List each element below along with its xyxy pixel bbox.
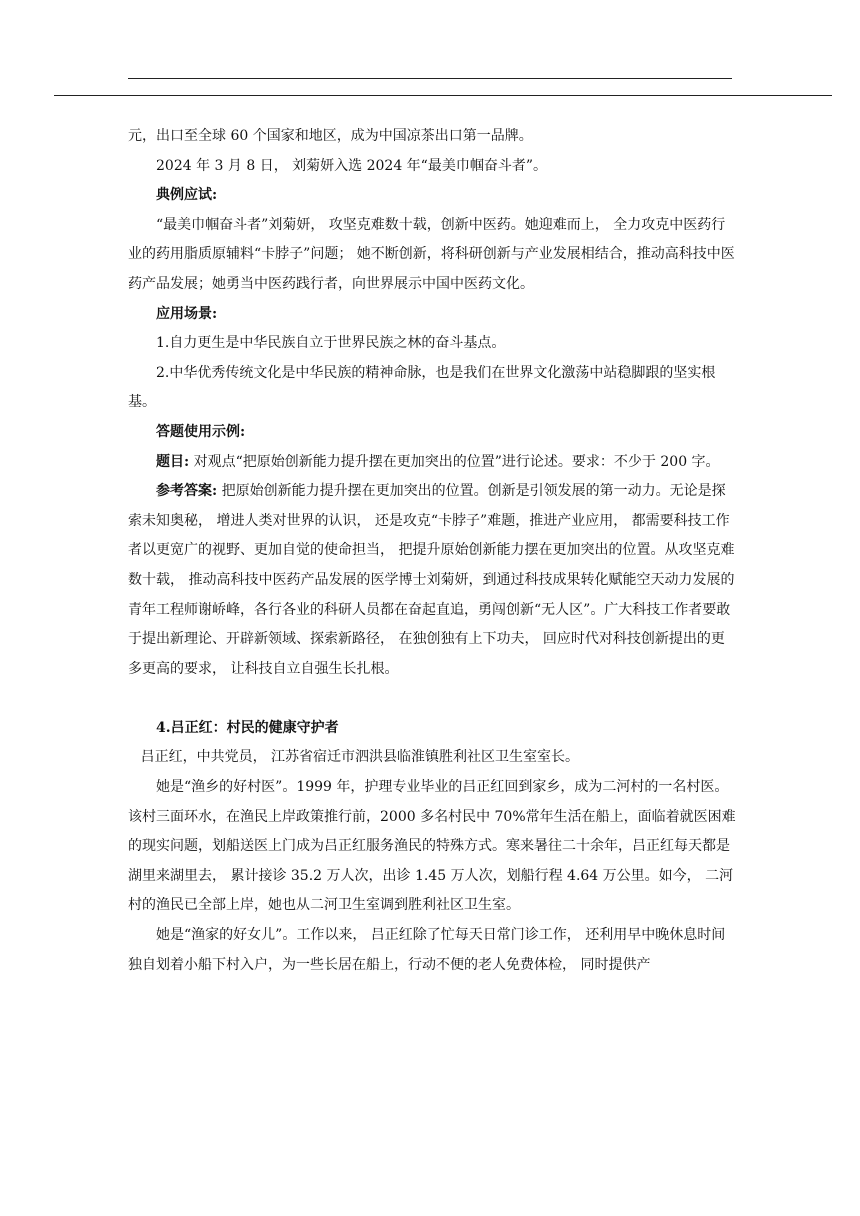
header-rule-top bbox=[128, 78, 732, 79]
spacer bbox=[128, 684, 738, 714]
section4-title: 4.吕正红：村民的健康守护者 bbox=[156, 719, 339, 736]
answer-text: 把原始创新能力提升摆在更加突出的位置。创新是引领发展的第一动力。无论是探索未知奥秘， 增进人类对世界的认识， 还是攻克“卡脖子”难题，推进产业应用， 都需要科技工作者以更宽广的视野、更加自觉的使命担当， 把提升原始创新能力摆在更加突出的位置。从攻坚克难数十载， 推动高科技中医药产品发展的医学博士刘菊妍，到通过科技成果转化赋能空天动力发展的青年工程师谢峤峰，各行各业的科研人员都在奋起直追，勇闯创新“无人区”。广大科技工作者要敢于提出新理论、开辟新领域、探索新路径， 在独创独有上下功夫， 回应时代对科技创新提出的更多更高的要求， 让科技自立自强生长扎根。 bbox=[128, 483, 735, 677]
paragraph: 她是“渔家的好女儿”。工作以来， 吕正红除了忙每天日常门诊工作， 还利用早中晚休息时间独自划着小船下村入户，为一些长居在船上，行动不便的老人免费体检， 同时提供产 bbox=[128, 927, 726, 973]
paragraph: 元，出口至全球 60 个国家和地区，成为中国凉茶出口第一品牌。 bbox=[128, 128, 533, 144]
answer-label: 参考答案: bbox=[156, 483, 218, 500]
question-text: 对观点“把原始创新能力提升摆在更加突出的位置”进行论述。要求：不少于 200 字。 bbox=[189, 453, 720, 470]
section-heading-example: 典例应试: bbox=[156, 187, 218, 204]
paragraph: 2024 年 3 月 8 日， 刘菊妍入选 2024 年“最美巾帼奋斗者”。 bbox=[156, 157, 547, 174]
list-item: 2.中华优秀传统文化是中华民族的精神命脉，也是我们在世界文化激荡中站稳脚跟的坚实根基。 bbox=[128, 364, 716, 411]
header-rule-bottom bbox=[54, 95, 832, 96]
section-heading-usage: 答题使用示例: bbox=[156, 423, 246, 440]
question-paragraph bbox=[128, 448, 738, 478]
paragraph: 她是“渔乡的好村医”。1999 年，护理专业毕业的吕正红回到家乡，成为二河村的一名村医。该村三面环水，在渔民上岸政策推行前，2000 多名村民中 70%常年生活在船上，面临着就医困难的现实问题，划船送医上门成为吕正红服务渔民的特殊方式。寒来暑往二十余年，吕正红每天都是湖里来湖里去， 累计接诊 35.2 万人次，出诊 1.45 万人次，划船行程 4.64 万公里。如今， 二河村的渔民已全部上岸，她也从二河卫生室调到胜利社区卫生室。 bbox=[128, 779, 736, 914]
list-item: 1.自力更生是中华民族自立于世界民族之林的奋斗基点。 bbox=[156, 335, 506, 352]
question-label: 题目: bbox=[156, 453, 190, 470]
section-heading-scene: 应用场景: bbox=[156, 305, 218, 322]
document-body bbox=[128, 122, 738, 980]
paragraph-example: “最美巾帼奋斗者”刘菊妍， 攻坚克难数十载，创新中医药。她迎难而上， 全力攻克中医药行业的药用脂质原辅料“卡脖子”问题； 她不断创新，将科研创新与产业发展相结合，推动高科技中医药产品发展；她勇当中医药践行者，向世界展示中国中医药文化。 bbox=[128, 216, 735, 292]
answer-paragraph bbox=[128, 477, 738, 684]
section4-intro: 吕正红，中共党员， 江苏省宿迁市泗洪县临淮镇胜利社区卫生室室长。 bbox=[140, 749, 580, 766]
